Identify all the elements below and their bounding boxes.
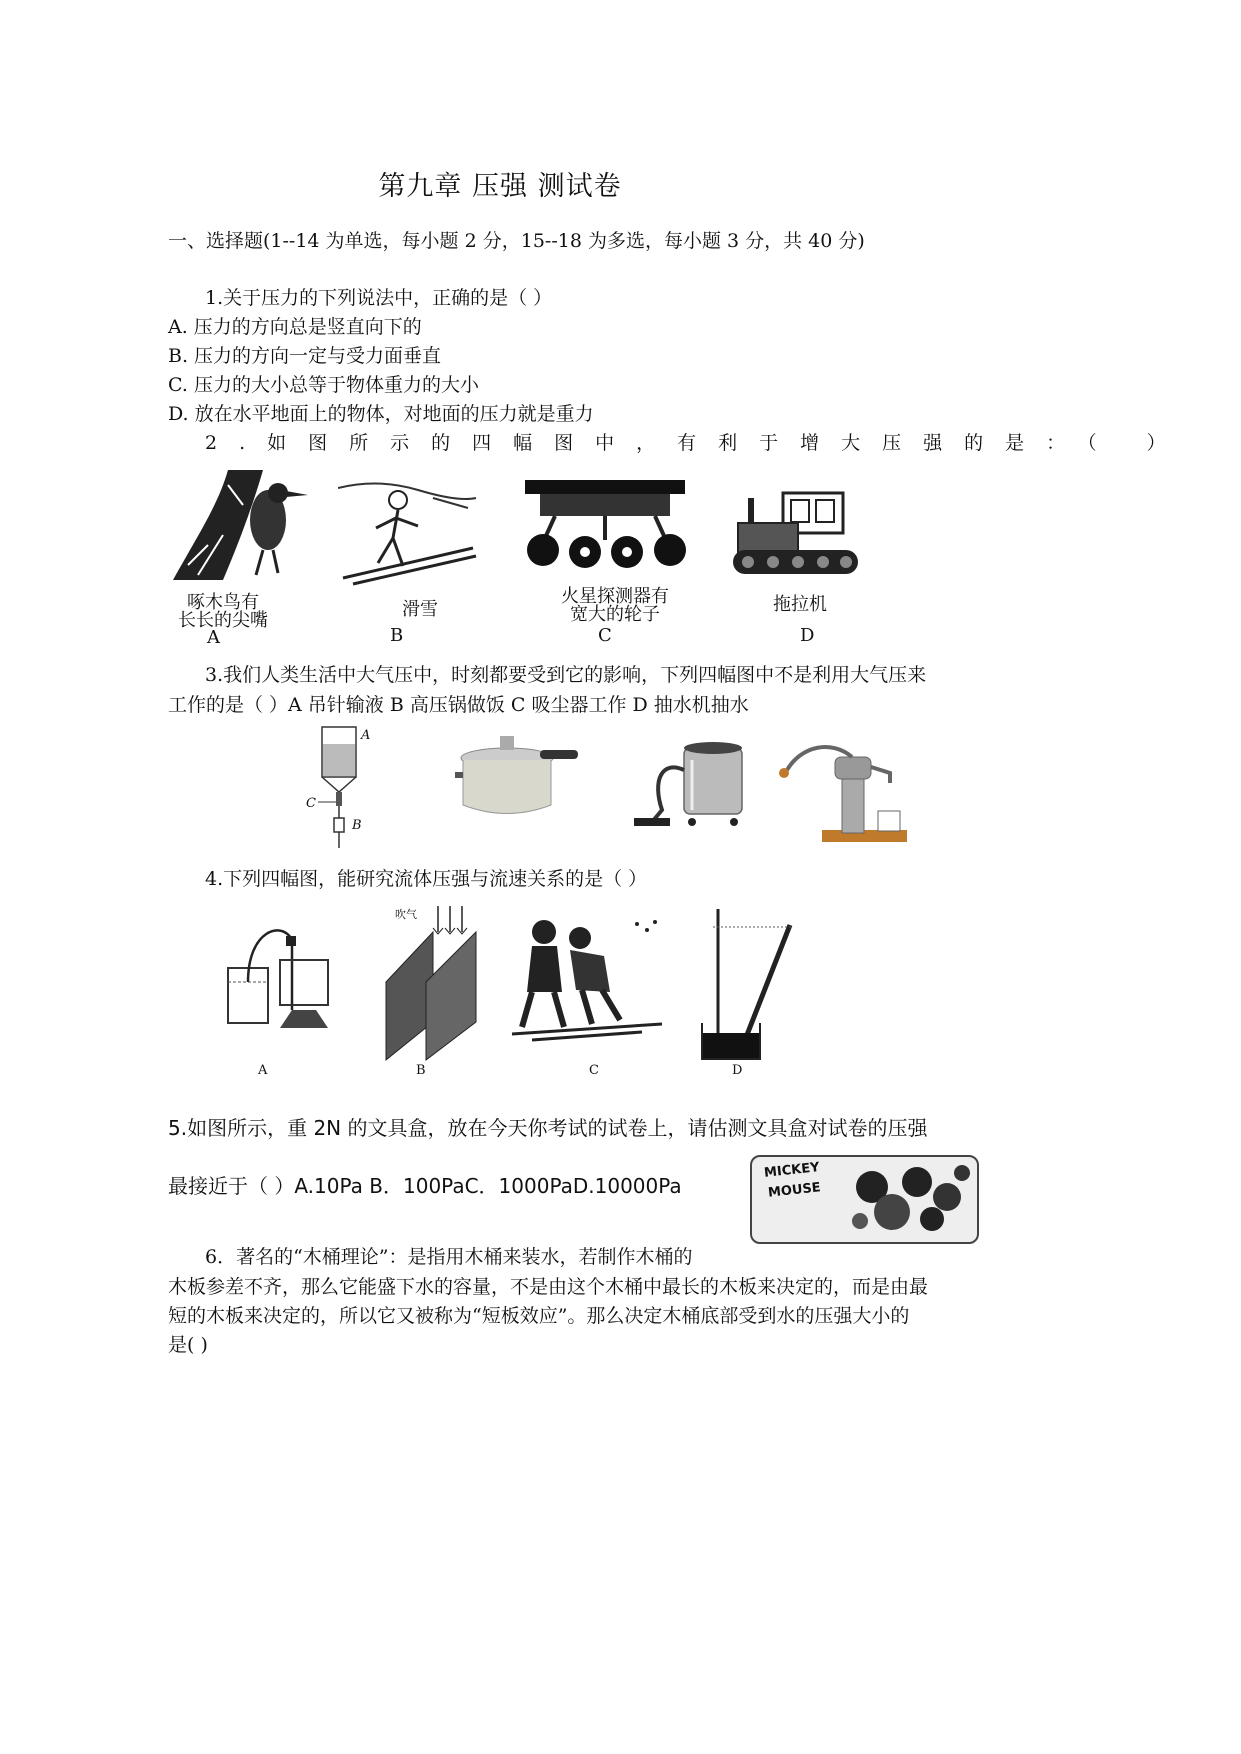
q1-option-d: D. 放在水平地面上的物体，对地面的压力就是重力 [168, 403, 594, 425]
q2-caption-a-2: 长长的尖嘴 [178, 610, 268, 631]
q1-stem: 1.关于压力的下列说法中，正确的是（ ） [205, 287, 553, 309]
q1-option-b: B. 压力的方向一定与受力面垂直 [168, 345, 442, 367]
pencil-box-figure [750, 1155, 979, 1244]
woodpecker-figure [168, 465, 313, 585]
q1-option-c: C. 压力的大小总等于物体重力的大小 [168, 374, 479, 396]
drip-label-a: A [361, 728, 371, 743]
q6-line-4: 是( ) [168, 1334, 208, 1356]
pencil-box-text-1: MICKEY [763, 1160, 821, 1181]
pencil-box-text-2: MOUSE [767, 1180, 822, 1201]
q2-caption-d: 拖拉机 [773, 594, 827, 615]
q4-skiers-figure [492, 912, 667, 1047]
drip-label-c: C [306, 796, 316, 811]
q2-stem: 2.如图所示的四幅图中，有利于增大压强的是：（ ） [205, 432, 1188, 454]
q2-caption-b: 滑雪 [402, 599, 438, 620]
vacuum-cleaner-figure [632, 730, 752, 830]
q4-siphon-figure [222, 920, 337, 1035]
section-heading: 一、选择题(1--14 为单选，每小题 2 分，15--18 为多选，每小题 3 分，共 40 分) [168, 230, 865, 252]
blow-label: 吹气 [395, 908, 417, 921]
page-title: 第九章 压强 测试卷 [378, 171, 622, 202]
q6-line-3: 短的木板来决定的，所以它又被称为“短板效应”。那么决定木桶底部受到水的压强大小的 [168, 1305, 910, 1327]
q6-line-2: 木板参差不齐，那么它能盛下水的容量，不是由这个木桶中最长的木板来决定的，而是由最 [168, 1276, 929, 1298]
q4-letter-c: C [589, 1063, 599, 1078]
q5-line-1: 5.如图所示，重 2N 的文具盒，放在今天你考试的试卷上，请估测文具盒对试卷的压强 [168, 1116, 928, 1140]
q5-line-2: 最接近于（ ）A.10Pa B．100PaC．1000PaD.10000Pa [168, 1174, 682, 1198]
q3-stem-line-1: 3.我们人类生活中大气压中，时刻都要受到它的影响，下列四幅图中不是利用大气压来 [205, 664, 927, 686]
pressure-cooker-figure [455, 730, 580, 820]
drip-label-b: B [352, 818, 362, 833]
q2-caption-a-1: 啄木鸟有 [187, 592, 259, 613]
q4-letter-b: B [416, 1063, 426, 1078]
q2-letter-d: D [800, 625, 815, 646]
q3-stem-line-2: 工作的是（ ）A 吊针输液 B 高压锅做饭 C 吸尘器工作 D 抽水机抽水 [168, 694, 749, 716]
q2-caption-c-2: 宽大的轮子 [570, 604, 660, 625]
q4-paper-sheets-figure [378, 902, 483, 1062]
q2-caption-c-1: 火星探测器有 [561, 586, 669, 607]
q1-option-a: A. 压力的方向总是竖直向下的 [168, 316, 422, 338]
skier-figure [338, 478, 478, 588]
water-pump-figure [772, 735, 912, 845]
q6-line-1: 6．著名的“木桶理论”：是指用木桶来装水，若制作木桶的 [205, 1246, 693, 1268]
q2-letter-c: C [598, 625, 612, 646]
tractor-figure [728, 488, 868, 583]
q2-letter-b: B [390, 625, 404, 646]
q2-letter-a: A [207, 627, 220, 648]
q4-letter-a: A [258, 1063, 268, 1078]
q4-stem: 4.下列四幅图，能研究流体压强与流速关系的是（ ） [205, 868, 648, 890]
q4-barometer-figure [698, 905, 798, 1065]
mars-rover-figure [515, 478, 695, 578]
q4-letter-d: D [732, 1063, 743, 1078]
